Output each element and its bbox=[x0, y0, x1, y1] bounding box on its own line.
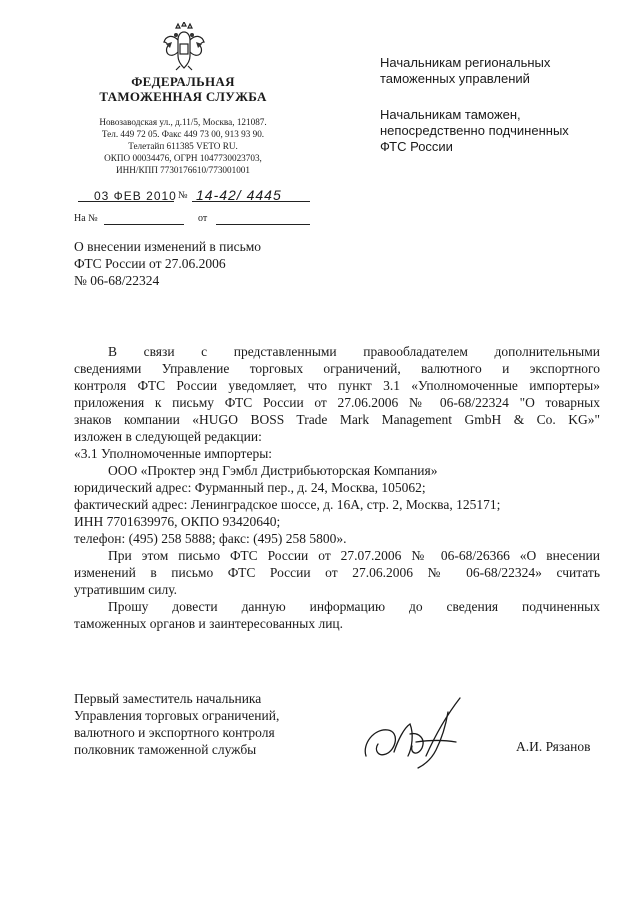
registration-row bbox=[74, 185, 314, 205]
subject-line-3: № 06-68/22324 bbox=[74, 273, 160, 288]
coat-of-arms-emblem bbox=[160, 22, 208, 72]
addressee-1-line-1: Начальникам региональных bbox=[380, 55, 551, 70]
signatory-title bbox=[74, 690, 334, 758]
subject-line-1: О внесении изменений в письмо bbox=[74, 239, 262, 254]
addressee-2-line-3: ФТС России bbox=[380, 139, 453, 154]
body-p2-line-1: При этом письмо ФТС России от 27.07.2006 № 06-68/26366 «О внесении bbox=[108, 548, 600, 563]
signatory-name: А.И. Рязанов bbox=[516, 739, 591, 754]
body-p3-line-2: таможенных органов и заинтересованных лиц. bbox=[74, 616, 344, 631]
body-p2-line-2: изменений в письмо ФТС России от 27.06.2006 № 06-68/22324» считать bbox=[74, 565, 600, 580]
signatory-title-line-2: Управления торговых ограничений, bbox=[74, 708, 280, 723]
ref-number-underline bbox=[104, 224, 184, 225]
contact-teletype: Телетайп 611385 VETO RU. bbox=[128, 141, 238, 151]
body-p1-line-5: знаков компании «HUGO BOSS Trade Mark Management GmbH & Co. KG»" bbox=[74, 412, 600, 427]
body-p1-line-3: контроля ФТС России уведомляет, что пункт 3.1 «Уполномоченные импортеры» bbox=[74, 378, 600, 393]
organization-name bbox=[70, 74, 296, 104]
contact-inn-kpp: ИНН/КПП 7730176610/773001001 bbox=[116, 165, 250, 175]
addressees-block bbox=[380, 55, 620, 155]
ref-from-underline bbox=[216, 224, 310, 225]
subject-line-2: ФТС России от 27.06.2006 bbox=[74, 256, 226, 271]
body-inn: ИНН 7701639976, ОКПО 93420640; bbox=[74, 514, 281, 529]
letter-subject bbox=[74, 238, 314, 289]
letter-body bbox=[74, 343, 600, 632]
contact-phones: Тел. 449 72 05. Факс 449 73 00, 913 93 90. bbox=[101, 129, 265, 139]
number-label: № bbox=[178, 190, 188, 201]
body-p2-line-3: утратившим силу. bbox=[74, 582, 177, 597]
ref-from-label: от bbox=[198, 213, 208, 224]
signatory-title-line-4: полковник таможенной службы bbox=[74, 742, 257, 757]
handwritten-signature bbox=[356, 694, 476, 774]
addressee-1-line-2: таможенных управлений bbox=[380, 71, 530, 86]
body-quote-head: «3.1 Уполномоченные импортеры: bbox=[74, 446, 273, 461]
body-legal-address: юридический адрес: Фурманный пер., д. 24, Москва, 105062; bbox=[74, 480, 426, 495]
contact-okpo-ogrn: ОКПО 00034476, ОГРН 1047730023703, bbox=[104, 153, 262, 163]
org-name-line-2: ТАМОЖЕННАЯ СЛУЖБА bbox=[99, 89, 267, 104]
reference-row bbox=[74, 210, 314, 228]
addressee-2-line-2: непосредственно подчиненных bbox=[380, 123, 569, 138]
body-p1-line-4: приложения к письму ФТС России от 27.06.2006 № 06-68/22324 "О товарных bbox=[74, 395, 600, 410]
body-p3-line-1: Прошу довести данную информацию до сведения подчиненных bbox=[108, 599, 600, 614]
body-p1-line-1: В связи с представленными правообладателем дополнительными bbox=[108, 344, 600, 359]
signatory-title-line-3: валютного и экспортного контроля bbox=[74, 725, 275, 740]
org-name-line-1: ФЕДЕРАЛЬНАЯ bbox=[131, 74, 235, 89]
registration-number: 14-42/ 4445 bbox=[196, 187, 282, 203]
body-p1-line-2: сведениями Управление торговых ограничений, валютного и экспортного bbox=[74, 361, 600, 376]
ref-number-label: На № bbox=[74, 213, 98, 224]
signatory-title-line-1: Первый заместитель начальника bbox=[74, 691, 262, 706]
contact-address: Новозаводская ул., д.11/5, Москва, 121087. bbox=[99, 117, 267, 127]
addressee-2-line-1: Начальникам таможен, bbox=[380, 107, 521, 122]
body-p1-line-6: изложен в следующей редакции: bbox=[74, 429, 262, 444]
body-actual-address: фактический адрес: Ленинградское шоссе, д. 16А, стр. 2, Москва, 125171; bbox=[74, 497, 501, 512]
registration-date: 03 ФЕВ 2010 bbox=[94, 189, 177, 203]
organization-contacts bbox=[70, 116, 296, 176]
body-company: ООО «Проктер энд Гэмбл Дистрибьюторская Компания» bbox=[108, 463, 438, 478]
body-phone: телефон: (495) 258 5888; факс: (495) 258 5800». bbox=[74, 531, 347, 546]
